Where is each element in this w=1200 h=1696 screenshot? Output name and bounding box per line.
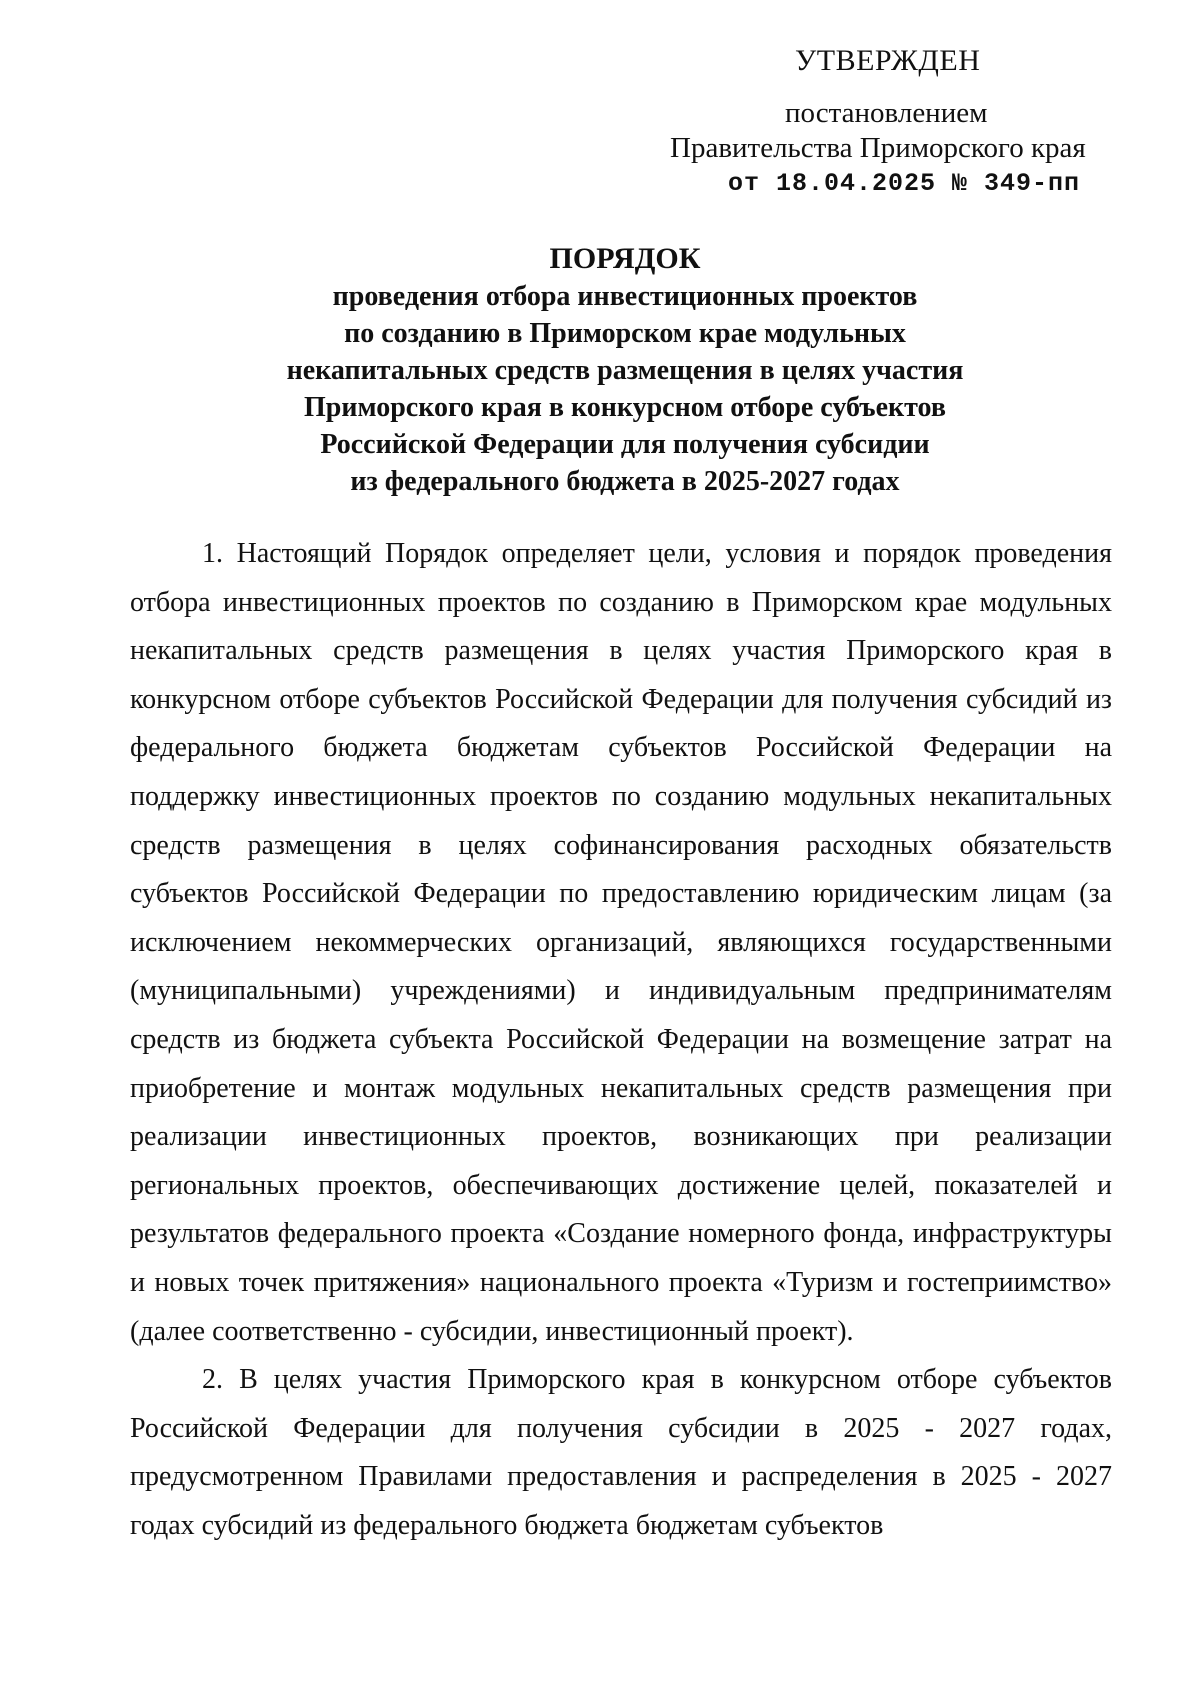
subtitle-line: некапитальных средств размещения в целях участия bbox=[286, 355, 964, 386]
document-body bbox=[130, 530, 1112, 1550]
paragraph-1: 1. Настоящий Порядок определяет цели, условия и порядок проведения отбора инвестиционных проектов по созданию в Приморском крае модульных некапитальных средств размещения в целях участия Приморского края в конкурсном отборе субъектов Российской Федерации для получения субсидий из федерального бюджета бюджетам субъектов Российской Федерации на поддержку инвестиционных проектов по созданию модульных некапитальных средств размещения в целях софинансирования расходных обязательств субъектов Российской Федерации по предоставлению юридическим лицам (за исключением некоммерческих организаций, являющихся государственными (муниципальными) учреждениями) и индивидуальным предпринимателям средств из бюджета субъекта Российской Федерации на возмещение затрат на приобретение и монтаж модульных некапитальных средств размещения при реализации инвестиционных проектов, возникающих при реализации региональных проектов, обеспечивающих достижение целей, показателей и результатов федерального проекта «Создание номерного фонда, инфраструктуры и новых точек притяжения» национального проекта «Туризм и гостеприимство» (далее соответственно - субсидии, инвестиционный проект). bbox=[130, 538, 1112, 1347]
subtitle-line: Приморского края в конкурсном отборе субъектов bbox=[304, 392, 946, 423]
approval-label: УТВЕРЖДЕН bbox=[795, 44, 981, 77]
document-title: ПОРЯДОК bbox=[549, 242, 701, 275]
subtitle-line: Российской Федерации для получения субсидии bbox=[320, 429, 930, 460]
approval-date-number: от 18.04.2025 № 349-пп bbox=[728, 169, 1081, 198]
subtitle-line: из федерального бюджета в 2025-2027 годах bbox=[350, 466, 900, 497]
approval-reference bbox=[670, 96, 1090, 201]
title-block bbox=[160, 240, 1090, 500]
paragraph-2: 2. В целях участия Приморского края в конкурсном отборе субъектов Российской Федерации для получения субсидии в 2025 - 2027 годах, предусмотренном Правилами предоставления и распределения в 2025 - 2027 годах субсидий из федерального бюджета бюджетам субъектов bbox=[130, 1364, 1112, 1541]
subtitle-line: по созданию в Приморском крае модульных bbox=[344, 318, 906, 349]
approval-line-1: постановлением bbox=[785, 97, 988, 129]
document-subtitle bbox=[160, 278, 1090, 500]
approval-line-2: Правительства Приморского края bbox=[670, 132, 1086, 164]
subtitle-line: проведения отбора инвестиционных проектов bbox=[332, 281, 918, 312]
